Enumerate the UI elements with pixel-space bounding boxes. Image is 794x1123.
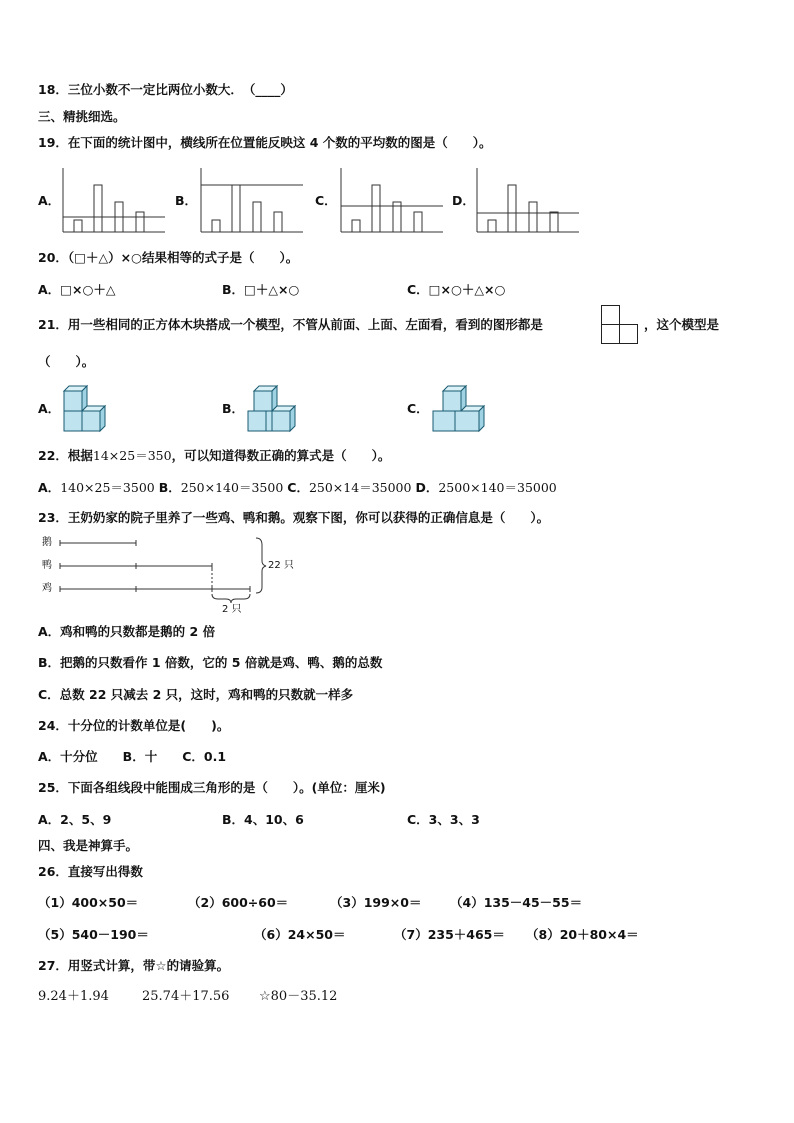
q21-view-figure	[601, 305, 639, 345]
diagram-label-chicken: 鸡	[42, 583, 52, 594]
question-26: 26．直接写出得数	[38, 864, 143, 879]
question-24: 24．十分位的计数单位是( )。	[38, 718, 230, 733]
q19-option-b-label: B．	[175, 193, 198, 208]
q21-cube-model-b	[246, 385, 296, 431]
q26-item-4: （4）135－45－55＝	[450, 895, 583, 910]
q22-suffix: ，可以知道得数正确的算式是（ ）。	[171, 448, 391, 463]
q22-option-c-expr: 250×14＝35000	[308, 480, 412, 495]
q22-given-expression: 14×25＝350	[92, 448, 172, 463]
q27-expr-1: 9.24＋1.94	[38, 989, 109, 1004]
q19-chart-b	[200, 168, 304, 234]
question-20: 20．（□＋△）×○结果相等的式子是（ ）。	[38, 250, 299, 265]
q19-option-a-label: A．	[38, 193, 61, 208]
q23-option-a: A．鸡和鸭的只数都是鹅的 2 倍	[38, 624, 216, 639]
question-18: 18．三位小数不一定比两位小数大． （____）	[38, 82, 293, 97]
q26-item-6: （6）24×50＝	[254, 927, 346, 942]
q26-item-1: （1）400×50＝	[38, 895, 139, 910]
q20-option-c: C．□×○＋△×○	[407, 282, 506, 297]
q19-chart-a	[62, 168, 166, 234]
question-21-tail: ，这个模型是	[644, 317, 720, 332]
question-27: 27．用竖式计算，带☆的请验算。	[38, 958, 230, 973]
q27-expr-3: ☆80－35.12	[259, 989, 338, 1004]
q25-option-b: B．4、10、6	[222, 812, 304, 827]
q24-options: A．十分位 B．十 C．0.1	[38, 749, 227, 764]
diagram-total-label: 22 只	[268, 560, 294, 571]
question-22	[38, 448, 390, 464]
q26-item-5: （5）540－190＝	[38, 927, 149, 942]
q19-option-d-label: D．	[452, 193, 475, 208]
q21-cube-model-a	[62, 385, 110, 431]
question-21: 21．用一些相同的正方体木块搭成一个模型，不管从前面、上面、左面看，看到的图形都是	[38, 317, 543, 332]
q22-option-c-label: C．	[287, 480, 309, 495]
q25-option-a: A．2、5、9	[38, 812, 112, 827]
q22-option-d-expr: 2500×140＝35000	[438, 480, 557, 495]
q19-chart-c	[340, 168, 444, 234]
q22-option-d-label: D．	[415, 480, 439, 495]
section-4-heading: 四、我是神算手。	[38, 838, 139, 853]
q23-option-c: C．总数 22 只减去 2 只，这时，鸡和鸭的只数就一样多	[38, 687, 354, 702]
q20-option-a: A．□×○＋△	[38, 282, 116, 297]
q26-item-3: （3）199×0＝	[330, 895, 422, 910]
q21-option-c-label: C．	[407, 401, 429, 416]
question-21-blank: （ ）。	[38, 354, 95, 369]
diagram-label-duck: 鸭	[42, 560, 52, 571]
q21-cube-model-c	[431, 385, 487, 431]
diagram-diff-label: 2 只	[222, 604, 242, 615]
q22-prefix: 22．根据	[38, 448, 93, 463]
q22-option-a-expr: 140×25＝3500	[60, 480, 155, 495]
q23-option-b: B．把鹅的只数看作 1 倍数，它的 5 倍就是鸡、鸭、鹅的总数	[38, 655, 383, 670]
q21-option-b-label: B．	[222, 401, 245, 416]
q19-chart-d	[476, 168, 580, 234]
q19-option-c-label: C．	[315, 193, 337, 208]
q25-option-c: C．3、3、3	[407, 812, 480, 827]
q26-item-7: （7）235＋465＝	[394, 927, 505, 942]
q22-options	[38, 480, 557, 496]
question-19: 19．在下面的统计图中，横线所在位置能反映这 4 个数的平均数的图是（ ）。	[38, 135, 492, 150]
q22-option-a-label: A．	[38, 480, 61, 495]
q26-item-8: （8）20＋80×4＝	[526, 927, 639, 942]
section-3-heading: 三、精挑细选。	[38, 109, 126, 124]
question-23: 23．王奶奶家的院子里养了一些鸡、鸭和鹅。观察下图，你可以获得的正确信息是（ ）。	[38, 510, 550, 525]
q22-option-b-label: B．	[158, 480, 181, 495]
diagram-label-goose: 鹅	[42, 537, 52, 548]
q20-option-b: B．□＋△×○	[222, 282, 300, 297]
q26-item-2: （2）600÷60＝	[188, 895, 289, 910]
question-25: 25．下面各组线段中能围成三角形的是（ ）。(单位：厘米)	[38, 780, 386, 795]
q21-option-a-label: A．	[38, 401, 61, 416]
q27-expr-2: 25.74＋17.56	[142, 989, 230, 1004]
q22-option-b-expr: 250×140＝3500	[180, 480, 284, 495]
